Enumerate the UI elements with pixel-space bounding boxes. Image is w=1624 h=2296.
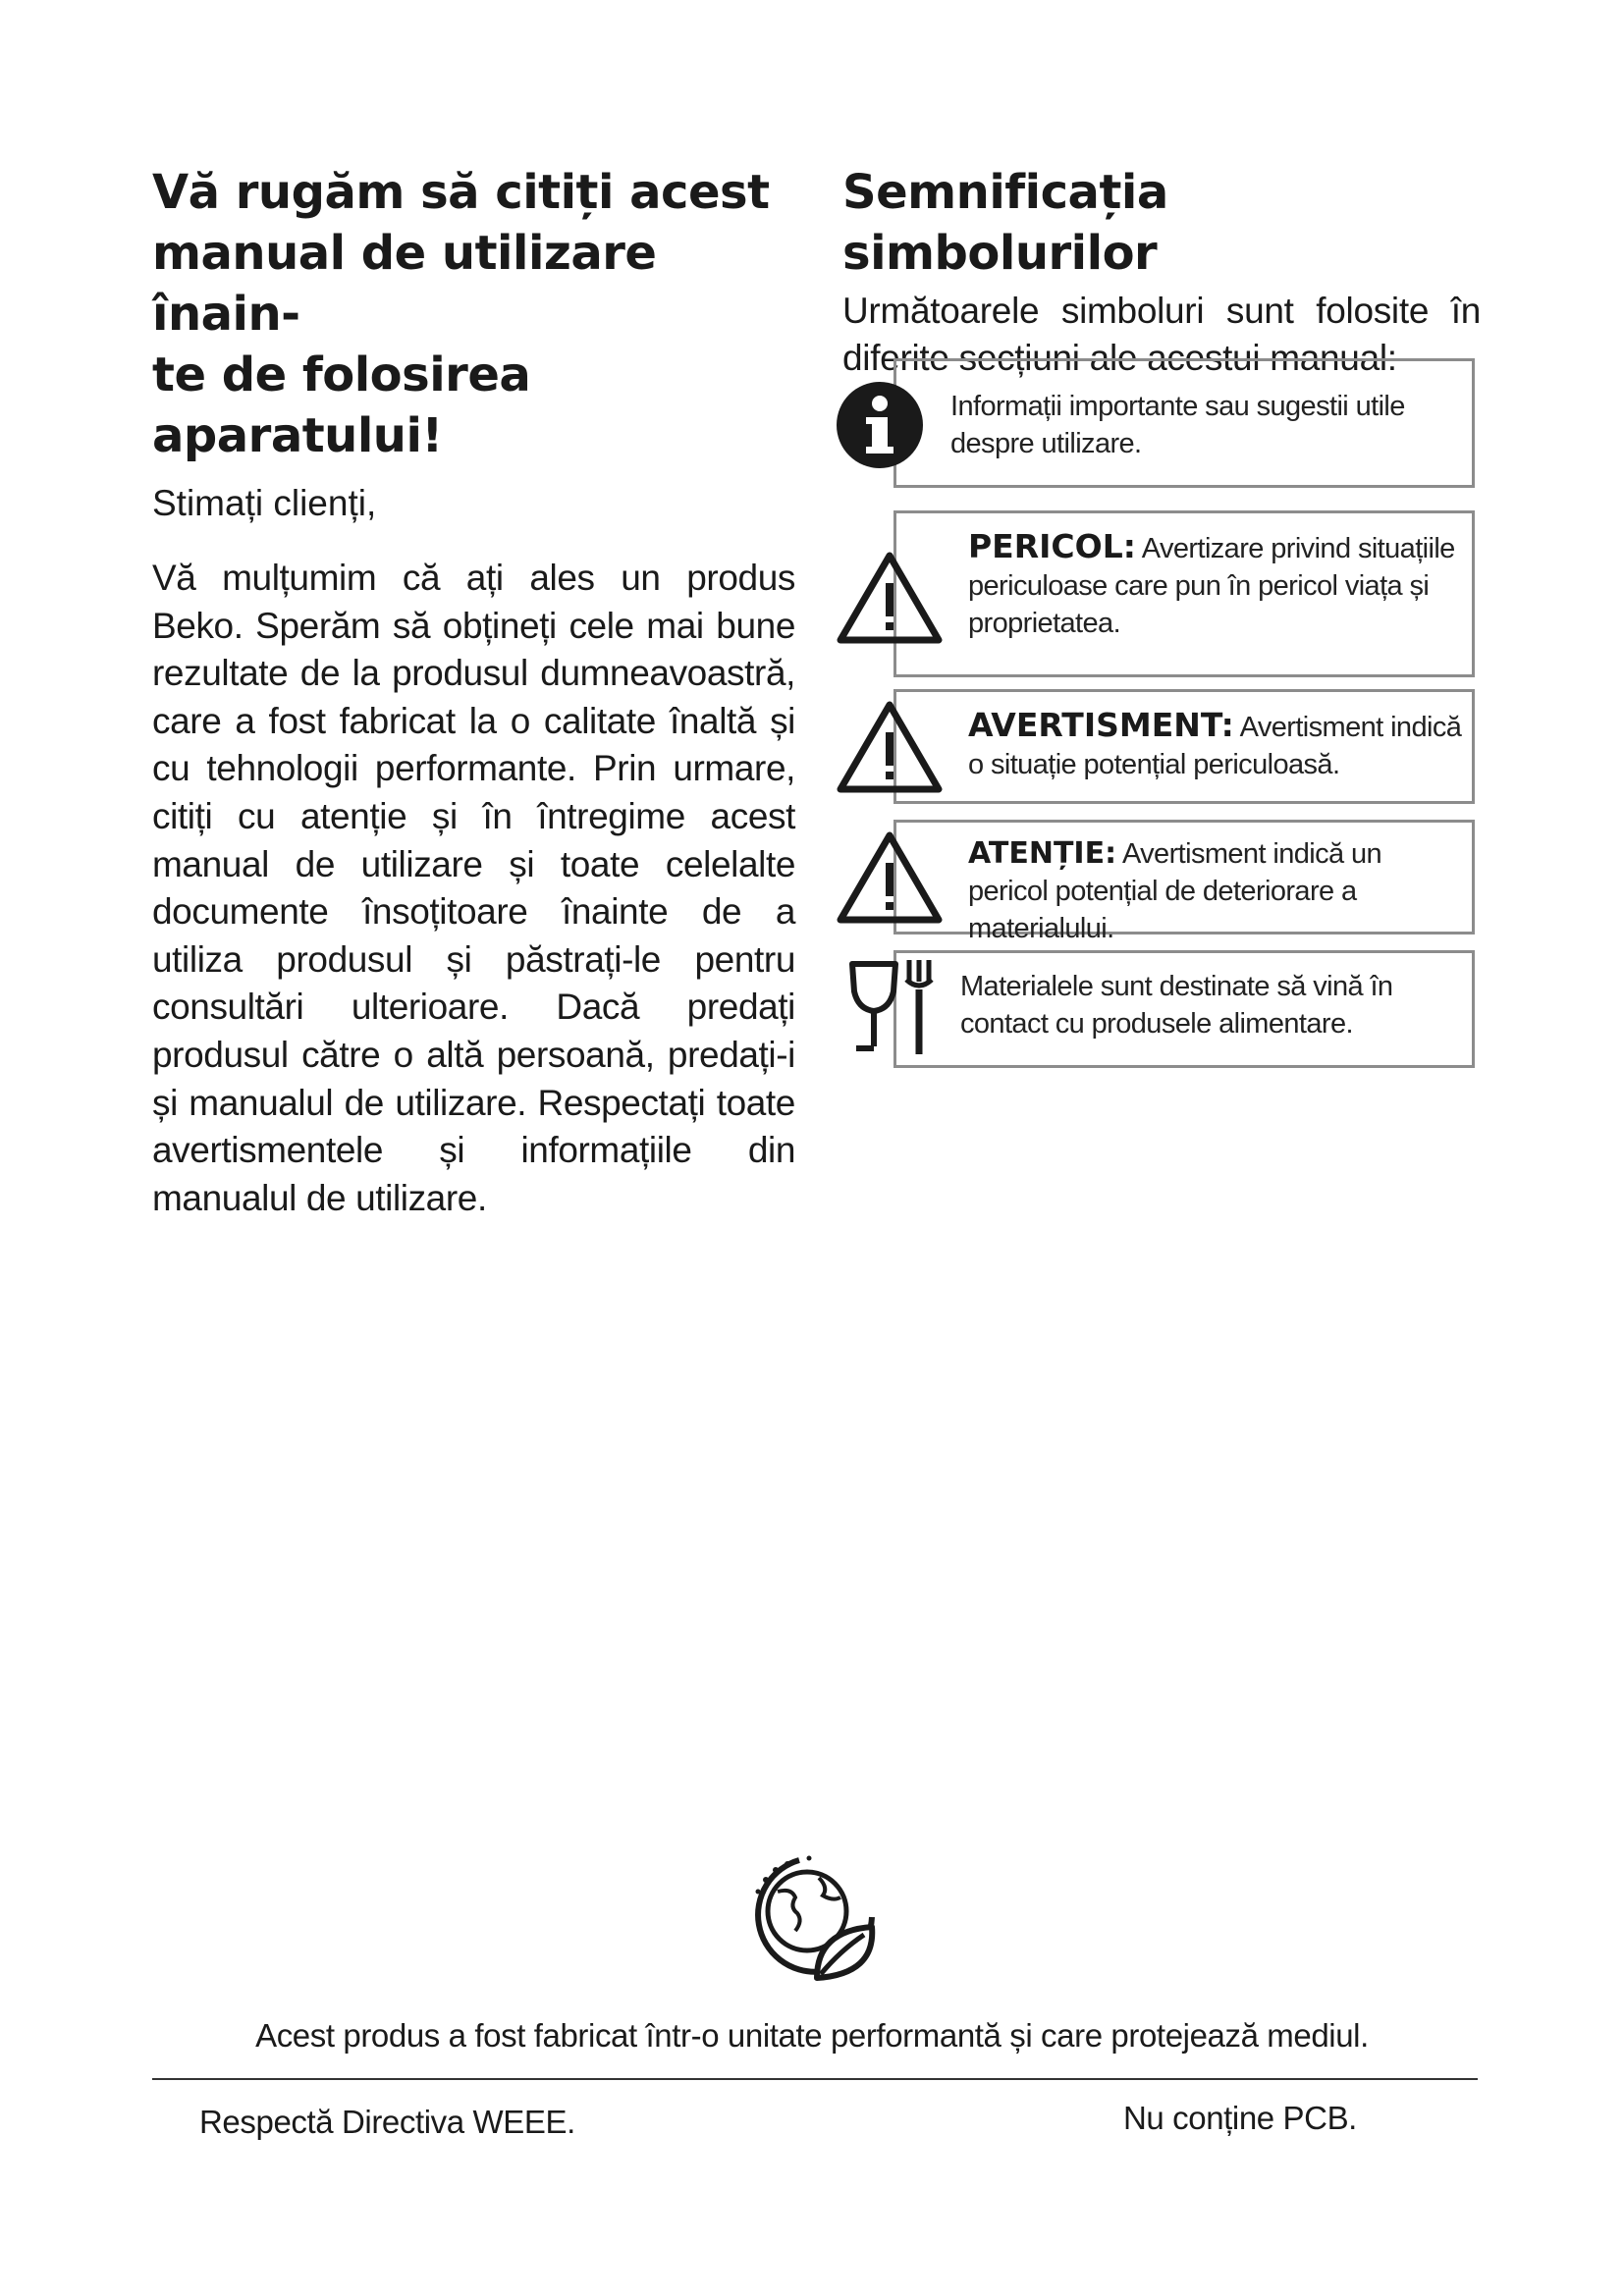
symbol-text: Avertisment indică o situație potențial periculoasă.: [968, 712, 1462, 780]
food-contact-icon: [848, 958, 937, 1061]
symbols-title: Semnificația simbolurilor: [842, 165, 1168, 281]
symbol-row-warning: [835, 689, 1483, 804]
intro-title-line-3: te de folosirea aparatului!: [152, 347, 531, 463]
warning-triangle-icon: [835, 829, 945, 931]
eco-globe-leaf-icon: [738, 1841, 886, 1988]
symbol-description: [968, 707, 1463, 783]
symbol-description: [960, 968, 1463, 1042]
symbols-intro: Următoarele simboluri sunt folosite în diferite secțiuni ale acestui manual:: [842, 291, 1481, 378]
symbol-label: PERICOL:: [968, 527, 1136, 565]
symbol-label: AVERTISMENT:: [968, 706, 1234, 744]
warning-triangle-icon: [835, 550, 945, 651]
symbol-row-caution: [835, 820, 1483, 944]
info-icon: [835, 380, 925, 475]
eco-statement: Acest produs a fost fabricat într-o unitate performantă și care protejează mediul.: [255, 2017, 1369, 2054]
symbol-description: [968, 528, 1463, 642]
symbol-text: Materialele sunt destinate să vină în contact cu produsele alimentare.: [960, 971, 1393, 1040]
greeting: Stimați clienți,: [152, 483, 377, 523]
symbol-text: Avertizare privind situațiile periculoase care pun în pericol viața și proprietatea.: [968, 533, 1455, 639]
symbols-section: [842, 162, 1481, 382]
symbol-row-food-contact: [835, 950, 1483, 1068]
symbol-row-danger: [835, 510, 1483, 677]
intro-title-line-1: Vă rugăm să citiți acest: [152, 165, 770, 220]
footer-divider: [152, 2078, 1478, 2080]
symbol-text: Avertisment indică un pericol potențial de deteriorare a materialului.: [968, 838, 1382, 944]
pcb-statement: Nu conține PCB.: [1123, 2100, 1357, 2136]
intro-section: [152, 162, 795, 1222]
symbol-text: Informații importante sau sugestii utile despre utilizare.: [950, 391, 1405, 459]
weee-statement: Respectă Directiva WEEE.: [199, 2104, 575, 2140]
intro-title-line-2: manual de utilizare înain-: [152, 226, 657, 342]
intro-paragraph: Vă mulțumim că ați ales un produs Beko. Sperăm să obțineți cele mai bune rezultate de la produsul dumneavoastră, care a fost fabricat la o calitate înaltă și cu tehnologii performante. Prin urmare, citiți cu atenție și în întregime acest manual de utilizare și toate celelalte documente însoțitoare înainte de a utiliza produsul și păstrați-le pentru consultări ulterioare. Dacă predați produsul către o altă persoană, predați-i și manualul de utilizare. Respectați toate avertismentele și informațiile din manualul de utilizare.: [152, 558, 795, 1218]
symbol-label: ATENȚIE:: [968, 836, 1117, 871]
warning-triangle-icon: [835, 699, 945, 800]
symbol-description: [968, 835, 1463, 947]
symbol-row-info: [835, 358, 1483, 488]
symbol-description: [950, 388, 1463, 462]
intro-title: [152, 162, 795, 466]
